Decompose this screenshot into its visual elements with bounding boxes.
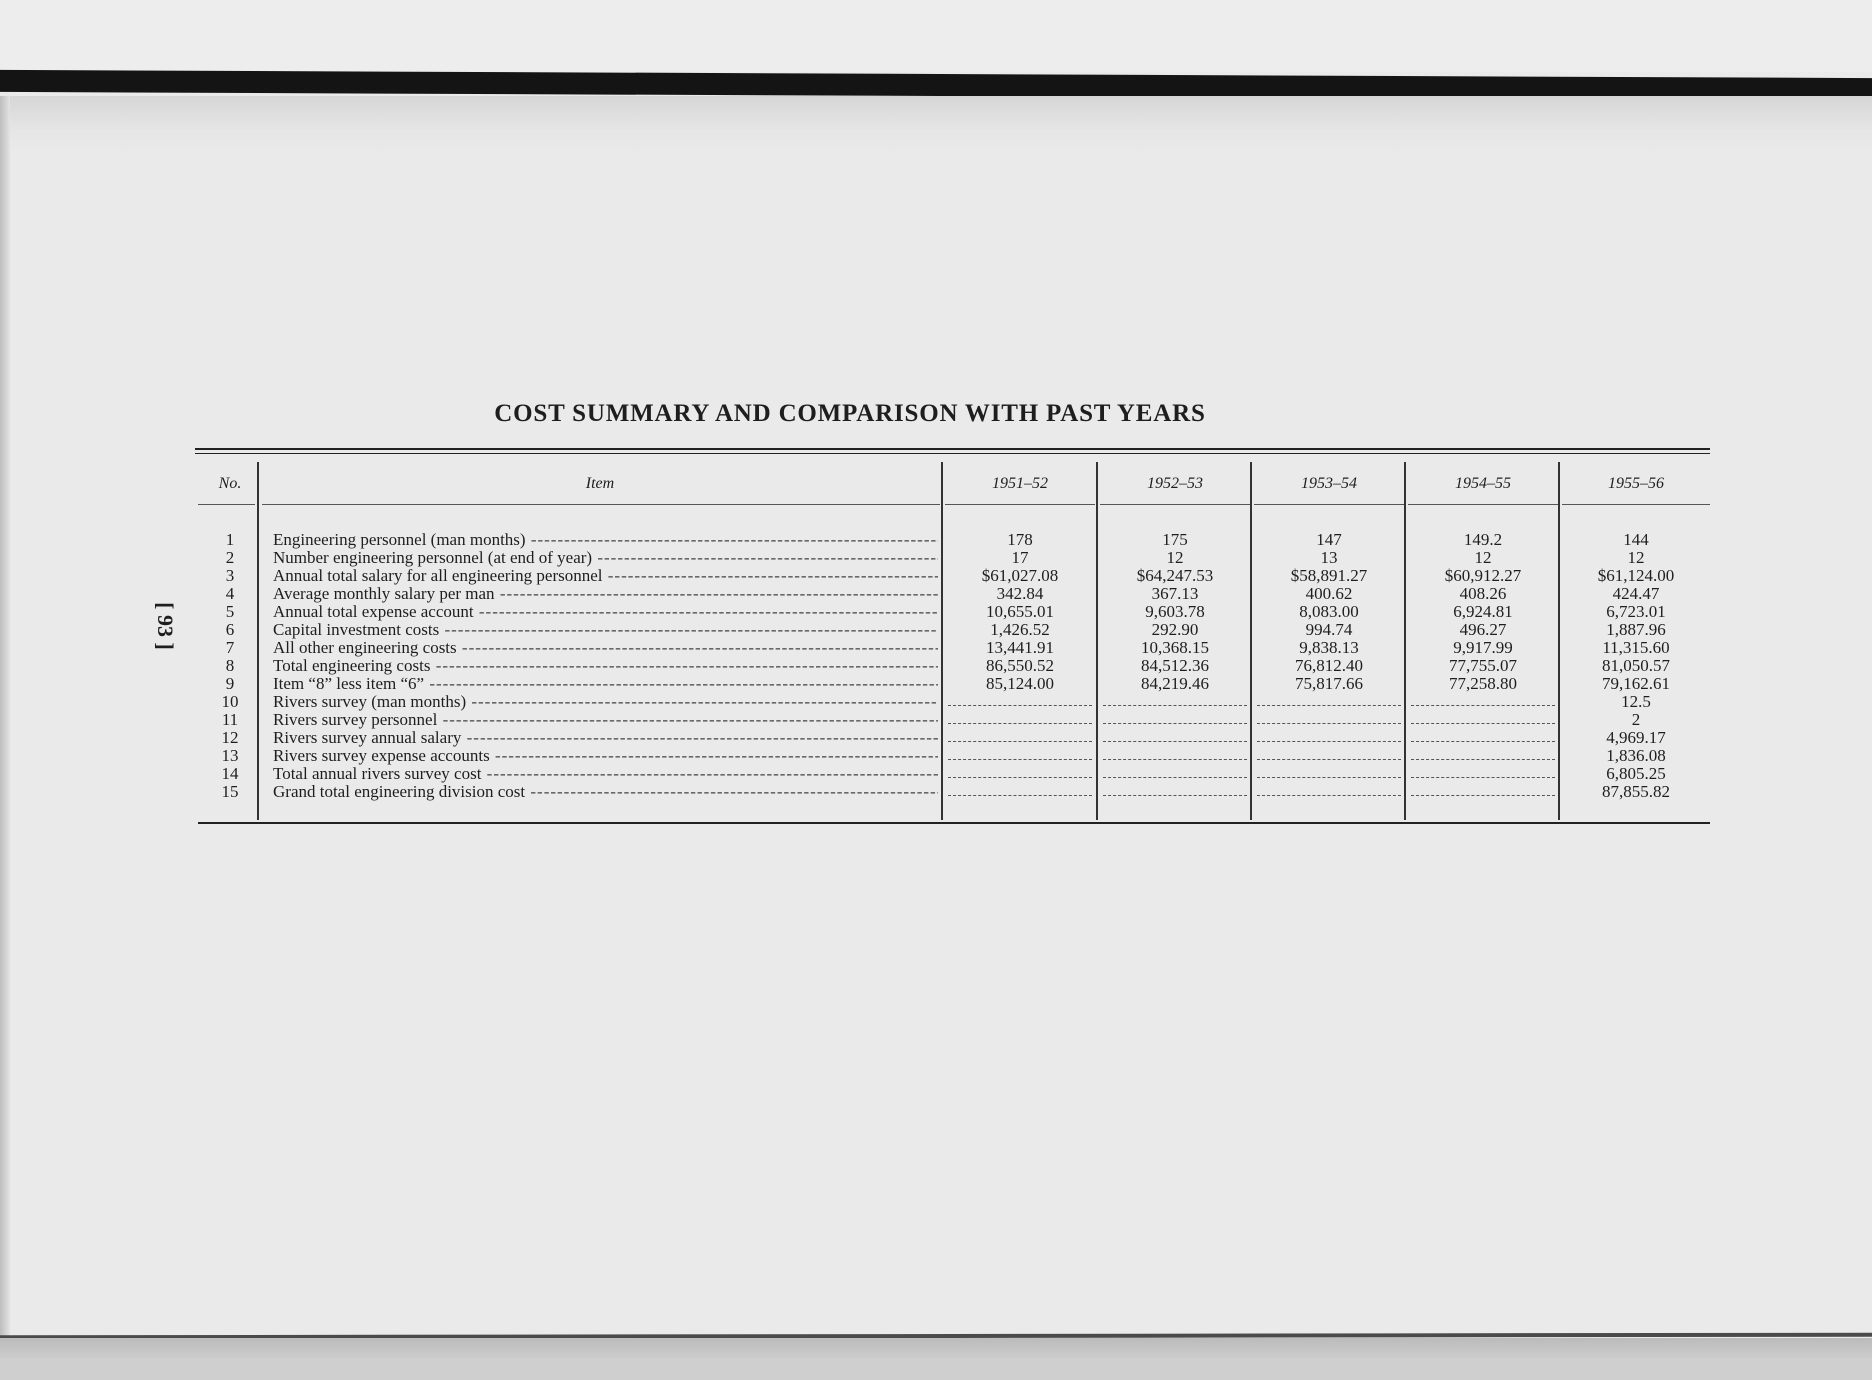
cell-1953-54: 9,838.13 — [1299, 638, 1359, 657]
cell-1955-56: 144 — [1623, 530, 1649, 549]
cell-1953-54: 75,817.66 — [1295, 674, 1363, 693]
cell-1951-52: 1,426.52 — [990, 620, 1050, 639]
table-row — [0, 585, 1872, 603]
row-number: 6 — [225, 620, 235, 639]
cell-1952-53: 367.13 — [1151, 584, 1199, 603]
row-item: Total engineering costs ----- — [273, 657, 938, 675]
blank-cell — [1103, 705, 1247, 706]
blank-cell — [948, 741, 1092, 742]
row-item: Average monthly salary per man ----- — [273, 585, 938, 603]
header-underline-item — [262, 504, 940, 505]
row-number: 8 — [225, 656, 235, 675]
blank-cell — [1103, 777, 1247, 778]
cell-1953-54: 400.62 — [1305, 584, 1353, 603]
scan-top-margin — [0, 0, 1872, 72]
row-item: Grand total engineering division cost ----- — [273, 783, 938, 801]
cell-1954-55: 77,258.80 — [1449, 674, 1517, 693]
cell-1955-56: 79,162.61 — [1602, 674, 1670, 693]
table-row — [0, 639, 1872, 657]
col-header-no: No. — [218, 475, 242, 492]
row-item: Capital investment costs ----- — [273, 621, 938, 639]
col-header-year-5: 1955–56 — [1608, 475, 1664, 492]
cell-1952-53: 175 — [1162, 530, 1188, 549]
table-row — [0, 693, 1872, 711]
scan-bottom-strip — [0, 1358, 1872, 1380]
blank-cell — [1257, 777, 1401, 778]
table-row — [0, 783, 1872, 801]
cell-1953-54: 994.74 — [1305, 620, 1353, 639]
blank-cell — [1257, 705, 1401, 706]
cell-1951-52: 10,655.01 — [986, 602, 1054, 621]
cell-1955-56: 2 — [1631, 710, 1641, 729]
row-number: 2 — [225, 548, 235, 567]
row-number: 14 — [221, 764, 239, 783]
blank-cell — [948, 777, 1092, 778]
cell-1951-52: $61,027.08 — [981, 566, 1059, 585]
blank-cell — [1411, 741, 1555, 742]
header-underline-year-5 — [1562, 504, 1710, 505]
cell-1955-56: 81,050.57 — [1602, 656, 1670, 675]
col-header-item: Item — [585, 475, 615, 492]
cell-1955-56: 87,855.82 — [1602, 782, 1670, 801]
blank-cell — [1257, 759, 1401, 760]
blank-cell — [1103, 759, 1247, 760]
cell-1951-52: 342.84 — [996, 584, 1044, 603]
blank-cell — [948, 705, 1092, 706]
row-number: 7 — [225, 638, 235, 657]
scan-top-shadow — [0, 96, 1872, 156]
row-number: 12 — [221, 728, 239, 747]
cell-1953-54: 8,083.00 — [1299, 602, 1359, 621]
cell-1951-52: 86,550.52 — [986, 656, 1054, 675]
cell-1955-56: 11,315.60 — [1602, 638, 1670, 657]
table-row — [0, 531, 1872, 549]
table-bottom-rule — [198, 822, 1710, 824]
cell-1955-56: 1,836.08 — [1606, 746, 1666, 765]
header-underline-year-1 — [945, 504, 1095, 505]
cell-1955-56: 424.47 — [1612, 584, 1660, 603]
cell-1954-55: 6,924.81 — [1453, 602, 1513, 621]
row-item: Rivers survey (man months) ----- — [273, 693, 938, 711]
row-number: 3 — [225, 566, 235, 585]
cell-1953-54: $58,891.27 — [1290, 566, 1368, 585]
cell-1954-55: 9,917.99 — [1453, 638, 1513, 657]
table-row — [0, 747, 1872, 765]
blank-cell — [1411, 705, 1555, 706]
table-row — [0, 603, 1872, 621]
table-row — [0, 675, 1872, 693]
blank-cell — [1103, 723, 1247, 724]
row-item: All other engineering costs ----- — [273, 639, 938, 657]
blank-cell — [1257, 741, 1401, 742]
header-underline-year-2 — [1100, 504, 1250, 505]
cell-1951-52: 17 — [1011, 548, 1029, 567]
row-number: 1 — [225, 530, 235, 549]
row-item: Rivers survey expense accounts ----- — [273, 747, 938, 765]
cell-1953-54: 13 — [1320, 548, 1338, 567]
row-number: 9 — [225, 674, 235, 693]
table-row — [0, 567, 1872, 585]
col-header-year-3: 1953–54 — [1301, 475, 1357, 492]
table-row — [0, 621, 1872, 639]
row-item: Annual total expense account ----- — [273, 603, 938, 621]
cell-1955-56: $61,124.00 — [1597, 566, 1675, 585]
cell-1952-53: 9,603.78 — [1145, 602, 1205, 621]
blank-cell — [948, 795, 1092, 796]
cell-1954-55: $60,912.27 — [1444, 566, 1522, 585]
cell-1954-55: 12 — [1474, 548, 1492, 567]
cell-1955-56: 6,723.01 — [1606, 602, 1666, 621]
cell-1952-53: 10,368.15 — [1141, 638, 1209, 657]
blank-cell — [1103, 795, 1247, 796]
row-item: Number engineering personnel (at end of year) ----- — [273, 549, 938, 567]
cell-1955-56: 4,969.17 — [1606, 728, 1666, 747]
cell-1953-54: 147 — [1316, 530, 1342, 549]
blank-cell — [1103, 741, 1247, 742]
blank-cell — [1411, 777, 1555, 778]
header-underline-year-3 — [1254, 504, 1404, 505]
cell-1955-56: 12.5 — [1621, 692, 1651, 711]
row-item: Rivers survey personnel ----- — [273, 711, 938, 729]
cell-1955-56: 1,887.96 — [1606, 620, 1666, 639]
col-header-year-1: 1951–52 — [992, 475, 1048, 492]
blank-cell — [1411, 723, 1555, 724]
row-item: Total annual rivers survey cost ----- — [273, 765, 938, 783]
cell-1952-53: 12 — [1166, 548, 1184, 567]
row-item: Rivers survey annual salary ----- — [273, 729, 938, 747]
row-number: 11 — [221, 710, 239, 729]
blank-cell — [948, 759, 1092, 760]
cell-1955-56: 12 — [1627, 548, 1645, 567]
row-item: Annual total salary for all engineering personnel ----- — [273, 567, 938, 585]
row-number: 5 — [225, 602, 235, 621]
page-number: [ 93 ] — [153, 602, 178, 650]
table-row — [0, 657, 1872, 675]
row-number: 13 — [221, 746, 239, 765]
cell-1952-53: 292.90 — [1151, 620, 1199, 639]
table-row — [0, 549, 1872, 567]
table-row — [0, 711, 1872, 729]
blank-cell — [1257, 795, 1401, 796]
cell-1952-53: 84,219.46 — [1141, 674, 1209, 693]
table-row — [0, 765, 1872, 783]
col-header-year-2: 1952–53 — [1147, 475, 1203, 492]
blank-cell — [1411, 795, 1555, 796]
cell-1951-52: 178 — [1007, 530, 1033, 549]
cell-1954-55: 149.2 — [1463, 530, 1503, 549]
cell-1954-55: 408.26 — [1459, 584, 1507, 603]
row-item: Item “8” less item “6” ----- — [273, 675, 938, 693]
table-top-rule-2 — [195, 453, 1710, 454]
row-number: 10 — [221, 692, 239, 711]
cell-1952-53: 84,512.36 — [1141, 656, 1209, 675]
row-number: 15 — [221, 782, 239, 801]
col-header-year-4: 1954–55 — [1455, 475, 1511, 492]
cell-1952-53: $64,247.53 — [1136, 566, 1214, 585]
page-title: COST SUMMARY AND COMPARISON WITH PAST YEARS — [494, 400, 1206, 427]
cell-1951-52: 13,441.91 — [986, 638, 1054, 657]
header-underline-no — [198, 504, 255, 505]
table-top-rule — [195, 448, 1710, 450]
blank-cell — [948, 723, 1092, 724]
blank-cell — [1411, 759, 1555, 760]
cell-1954-55: 77,755.07 — [1449, 656, 1517, 675]
cell-1955-56: 6,805.25 — [1606, 764, 1666, 783]
table-row — [0, 729, 1872, 747]
row-number: 4 — [225, 584, 235, 603]
blank-cell — [1257, 723, 1401, 724]
header-underline-year-4 — [1408, 504, 1558, 505]
cell-1951-52: 85,124.00 — [986, 674, 1054, 693]
row-item: Engineering personnel (man months) ----- — [273, 531, 938, 549]
cell-1953-54: 76,812.40 — [1295, 656, 1363, 675]
cell-1954-55: 496.27 — [1459, 620, 1507, 639]
